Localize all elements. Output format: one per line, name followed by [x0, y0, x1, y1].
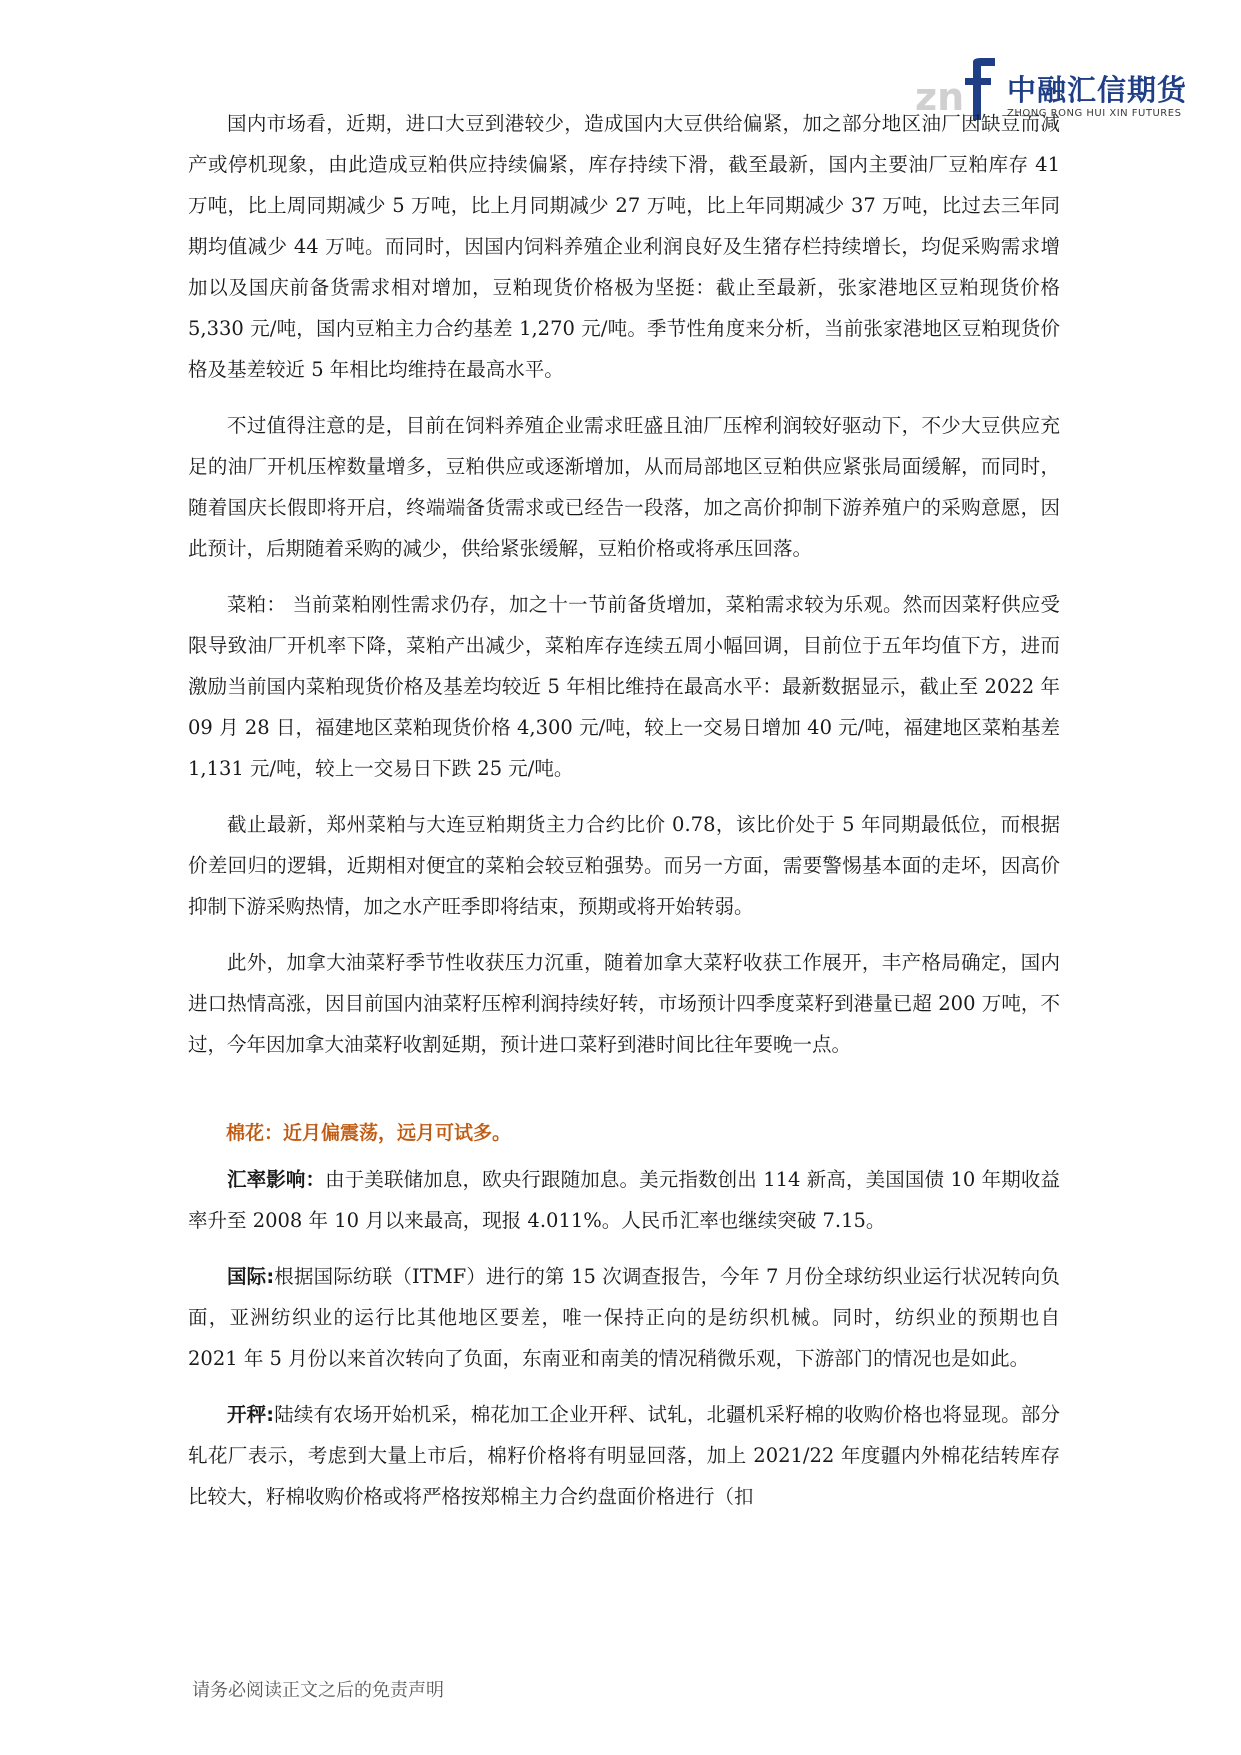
section-title-cotton: 棉花：近月偏震荡，远月可试多。 [226, 1122, 512, 1144]
paragraph-soymeal-domestic: 国内市场看，近期，进口大豆到港较少，造成国内大豆供给偏紧，加之部分地区油厂因缺豆而减产或停机现象，由此造成豆粕供应持续偏紧，库存持续下滑，截至最新，国内主要油厂豆粕库存 41 万吨，比上周同期减少 5 万吨，比上月同期减少 27 万吨，比上年同期减少 37 万吨，比过去三年同期均值减少 44 万吨。而同时，因国内饲料养殖企业利润良好及生猪存栏持续增长，均促采购需求增加以及国庆前备货需求相对增加，豆粕现货价格极为坚挺：截止至最新，张家港地区豆粕现货价格 5,330 元/吨，国内豆粕主力合约基差 1,270 元/吨。季节性角度来分析，当前张家港地区豆粕现货价格及基差较近 5 年相比均维持在最高水平。 [188, 112, 1060, 381]
logo-name: 中融汇信期货 [1007, 73, 1188, 107]
footer-disclaimer: 请务必阅读正文之后的免责声明 [192, 1680, 444, 1701]
paragraph-soymeal-outlook: 不过值得注意的是，目前在饲料养殖企业需求旺盛且油厂压榨利润较好驱动下，不少大豆供应充足的油厂开机压榨数量增多，豆粕供应或逐渐增加，从而局部地区豆粕供应紧张局面缓解，而同时，随着国庆长假即将开启，终端端备货需求或已经告一段落，加之高价抑制下游养殖户的采购意愿，因此预计，后期随着采购的减少，供给紧张缓解，豆粕价格或将承压回落。 [188, 414, 1060, 560]
paragraph-canada-rapeseed: 此外，加拿大油菜籽季节性收获压力沉重，随着加拿大菜籽收获工作展开，丰产格局确定，国内进口热情高涨，因目前国内油菜籽压榨利润持续好转，市场预计四季度菜籽到港量已超 200 万吨，不过，今年因加拿大油菜籽收割延期，预计进口菜籽到港时间比往年要晚一点。 [188, 951, 1060, 1056]
paragraph-international [188, 1256, 1060, 1379]
fx-text: 由于美联储加息，欧央行跟随加息。美元指数创出 114 新高，美国国债 10 年期收益率升至 2008 年 10 月以来最高，现报 4.011%。人民币汇率也继续突破 7.15。 [188, 1168, 1060, 1232]
weigh-text: 陆续有农场开始机采，棉花加工企业开秤、试轧，北疆机采籽棉的收购价格也将显现。部分轧花厂表示，考虑到大量上市后，棉籽价格将有明显回落，加上 2021/22 年度疆内外棉花结转库存比较大，籽棉收购价格或将严格按郑棉主力合约盘面价格进行（扣 [188, 1403, 1060, 1508]
intl-text: 根据国际纺联（ITMF）进行的第 15 次调查报告，今年 7 月份全球纺织业运行状况转向负面，亚洲纺织业的运行比其他地区要差，唯一保持正向的是纺织机械。同时，纺织业的预期也自 2021 年 5 月份以来首次转向了负面，东南亚和南美的情况稍微乐观，下游部门的情况也是如此。 [188, 1265, 1060, 1370]
logo-subtitle: ZHONG RONG HUI XIN FUTURES [1007, 108, 1182, 119]
weigh-label: 开秤: [227, 1403, 275, 1426]
report-body [188, 103, 1060, 1532]
intl-label: 国际: [227, 1265, 275, 1288]
paragraph-fx [188, 1159, 1060, 1241]
paragraph-weighing [188, 1394, 1060, 1517]
fx-label: 汇率影响： [227, 1168, 326, 1191]
paragraph-price-ratio: 截止最新，郑州菜粕与大连豆粕期货主力合约比价 0.78，该比价处于 5 年同期最低位，而根据价差回归的逻辑，近期相对便宜的菜粕会较豆粕强势。而另一方面，需要警惕基本面的走坏，因高价抑制下游采购热情，加之水产旺季即将结束，预期或将开始转弱。 [188, 813, 1060, 918]
svg-text:zn: zn [915, 75, 965, 119]
paragraph-rapeseed-meal: 菜粕： 当前菜粕刚性需求仍存，加之十一节前备货增加，菜粕需求较为乐观。然而因菜籽供应受限导致油厂开机率下降，菜粕产出减少，菜粕库存连续五周小幅回调，目前位于五年均值下方，进而激励当前国内菜粕现货价格及基差均较近 5 年相比维持在最高水平：最新数据显示，截止至 2022 年 09 月 28 日，福建地区菜粕现货价格 4,300 元/吨，较上一交易日增加 40 元/吨，福建地区菜粕基差 1,131 元/吨，较上一交易日下跌 25 元/吨。 [188, 593, 1060, 780]
